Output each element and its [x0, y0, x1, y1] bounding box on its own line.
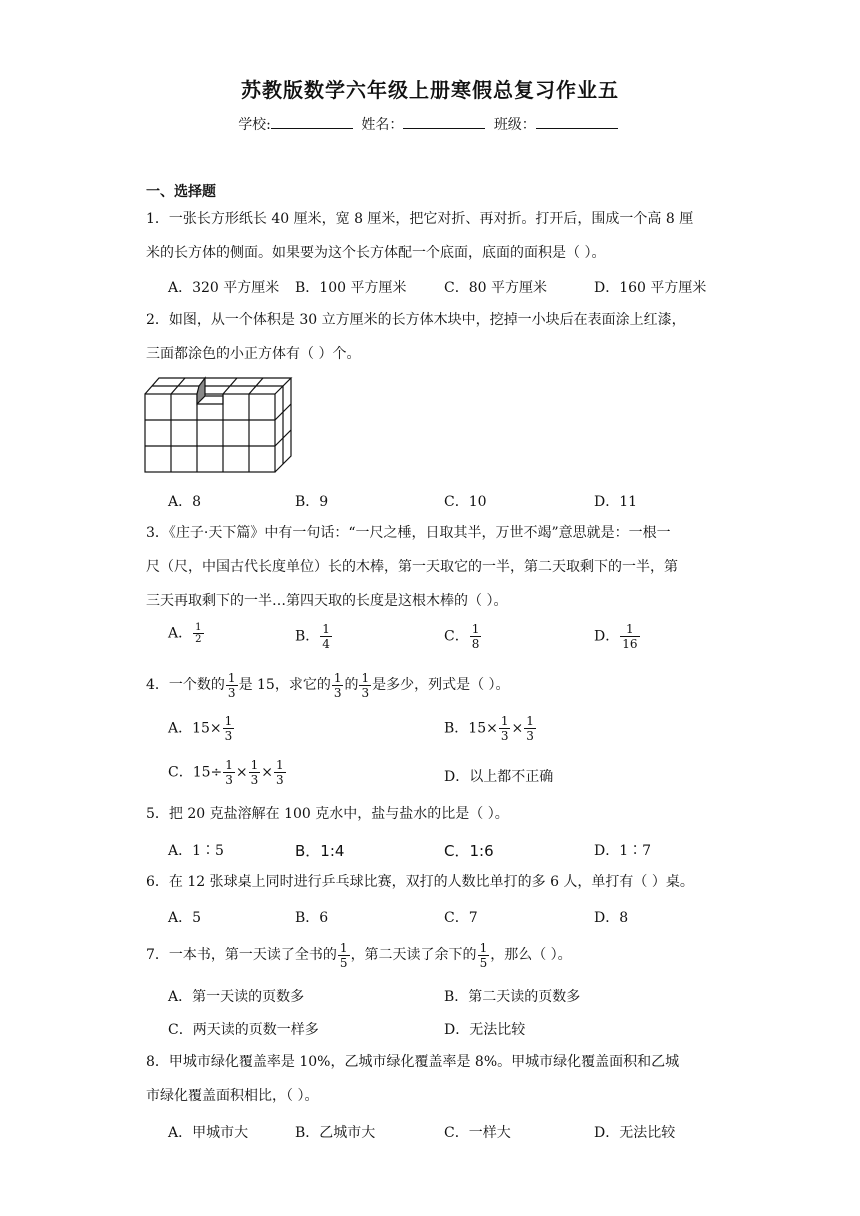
- name-label: 姓名：: [361, 117, 404, 133]
- q5-option-d[interactable]: D．1∶7: [594, 843, 652, 859]
- question-4: 4．一个数的 $\frac{1}{3}$ 是 15，求它的 $\frac{1}{3}$ 的 $\frac{1}{3}$ 是多少，列式是（ ）。: [146, 670, 510, 700]
- fraction: $\frac{1}{5}$: [479, 940, 488, 970]
- q8-option-c[interactable]: C．一样大: [444, 1125, 511, 1141]
- q5-option-a[interactable]: A．1∶5: [168, 843, 224, 859]
- section-title: 一、选择题: [146, 184, 216, 200]
- q1-option-b[interactable]: B．100 平方厘米: [295, 280, 407, 296]
- question-1-line-2: 米的长方体的侧面。如果要为这个长方体配一个底面，底面的面积是（ ）。: [146, 245, 606, 261]
- class-label: 班级：: [493, 117, 536, 133]
- q6-option-b[interactable]: B．6: [295, 910, 329, 926]
- q8-option-b[interactable]: B．乙城市大: [295, 1125, 376, 1141]
- class-blank[interactable]: [536, 114, 618, 129]
- fraction: $\frac{1}{3}$: [225, 758, 233, 787]
- q2-option-d[interactable]: D．11: [594, 494, 638, 510]
- fraction: $\frac{1}{3}$: [333, 670, 342, 700]
- question-2-line-2: 三面都涂色的小正方体有（ ）个。: [146, 346, 361, 362]
- q3-option-c-label: C．: [444, 628, 469, 645]
- fraction: $\frac{1}{5}$: [339, 940, 348, 970]
- student-info: [0, 114, 860, 134]
- q4-option-b[interactable]: B．15× $\frac{1}{3}$ × $\frac{1}{3}$: [444, 714, 534, 743]
- q2-option-b[interactable]: B．9: [295, 494, 329, 510]
- q7-option-b[interactable]: B．第二天读的页数多: [444, 989, 581, 1005]
- question-2-line-1: 2．如图，从一个体积是 30 立方厘米的长方体木块中，挖掉一小块后在表面涂上红漆，: [146, 312, 686, 328]
- question-3-line-1: 3．《庄子·天下篇》中有一句话：“一尺之棰，日取其半，万世不竭”意思就是：一根一: [146, 525, 671, 541]
- q6-option-c[interactable]: C．7: [444, 910, 478, 926]
- fraction: $\frac{1}{3}$: [500, 714, 509, 743]
- cuboid-figure: [143, 374, 298, 478]
- question-3-line-3: 三天再取剩下的一半…第四天取的长度是这根木棒的（ ）。: [146, 593, 508, 609]
- q3-option-c[interactable]: [444, 622, 482, 651]
- q3-option-b-label: B．: [295, 628, 320, 645]
- q1-option-d[interactable]: D．160 平方厘米: [594, 280, 707, 296]
- q7-option-d[interactable]: D．无法比较: [444, 1022, 526, 1038]
- q7-option-a[interactable]: A．第一天读的页数多: [168, 989, 305, 1005]
- q5-option-b[interactable]: B．1:4: [295, 842, 345, 860]
- q3-option-d[interactable]: [594, 622, 641, 651]
- q1-option-a[interactable]: A．320 平方厘米: [168, 280, 280, 296]
- question-7: 7．一本书，第一天读了全书的 $\frac{1}{5}$ ，第二天读了余下的 $\frac{1}{5}$ ，那么（ ）。: [146, 940, 572, 970]
- question-6: 6．在 12 张球桌上同时进行乒乓球比赛，双打的人数比单打的多 6 人，单打有（ ）桌。: [146, 874, 694, 890]
- q5-option-c[interactable]: C．1:6: [444, 842, 494, 860]
- fraction: $\frac{1}{3}$: [250, 758, 259, 787]
- q2-option-c[interactable]: C．10: [444, 494, 487, 510]
- fraction: $\frac{1}{3}$: [227, 670, 236, 700]
- q6-option-a[interactable]: A．5: [168, 910, 202, 926]
- fraction: $\frac{1}{3}$: [276, 758, 284, 787]
- q4-option-a[interactable]: A．15× $\frac{1}{3}$: [168, 714, 233, 743]
- fraction: $\frac{1}{3}$: [361, 670, 370, 700]
- q8-option-a[interactable]: A．甲城市大: [168, 1125, 249, 1141]
- fraction: $\frac{1}{3}$: [224, 714, 233, 743]
- fraction: $\frac{1}{3}$: [526, 714, 534, 743]
- question-5: 5．把 20 克盐溶解在 100 克水中，盐与盐水的比是（ ）。: [146, 806, 509, 822]
- q2-option-a[interactable]: A．8: [168, 494, 202, 510]
- school-label: 学校:: [238, 117, 271, 133]
- q3-option-a[interactable]: [168, 622, 205, 645]
- q1-option-c[interactable]: C．80 平方厘米: [444, 280, 547, 296]
- q3-option-b[interactable]: [295, 622, 333, 651]
- q3-option-d-label: D．: [594, 628, 620, 645]
- fraction: $\frac{1}{4}$: [322, 622, 330, 651]
- q4-option-c[interactable]: C．15÷ $\frac{1}{3}$ × $\frac{1}{3}$ × $\frac{1}{3}$: [168, 758, 284, 787]
- page-title: 苏教版数学六年级上册寒假总复习作业五: [241, 78, 619, 102]
- q6-option-d[interactable]: D．8: [594, 910, 629, 926]
- fraction: $\frac{1}{2}$: [195, 622, 202, 645]
- fraction: $\frac{1}{8}$: [471, 622, 480, 651]
- q3-option-a-label: A．: [168, 625, 193, 642]
- school-blank[interactable]: [271, 114, 353, 129]
- q8-option-d[interactable]: D．无法比较: [594, 1125, 676, 1141]
- question-8-line-1: 8．甲城市绿化覆盖率是 10%，乙城市绿化覆盖率是 8%。甲城市绿化覆盖面积和乙城: [146, 1054, 680, 1070]
- q7-option-c[interactable]: C．两天读的页数一样多: [168, 1022, 319, 1038]
- fraction: $\frac{1}{16}$: [622, 622, 638, 651]
- question-8-line-2: 市绿化覆盖面积相比，（ ）。: [146, 1088, 319, 1104]
- question-3-line-2: 尺（尺，中国古代长度单位）长的木棒，第一天取它的一半，第二天取剩下的一半，第: [146, 559, 678, 575]
- question-1-line-1: 1．一张长方形纸长 40 厘米，宽 8 厘米，把它对折、再对折。打开后，围成一个高 8 厘: [146, 211, 694, 227]
- name-blank[interactable]: [403, 114, 485, 129]
- q4-option-d[interactable]: D．以上都不正确: [444, 769, 554, 785]
